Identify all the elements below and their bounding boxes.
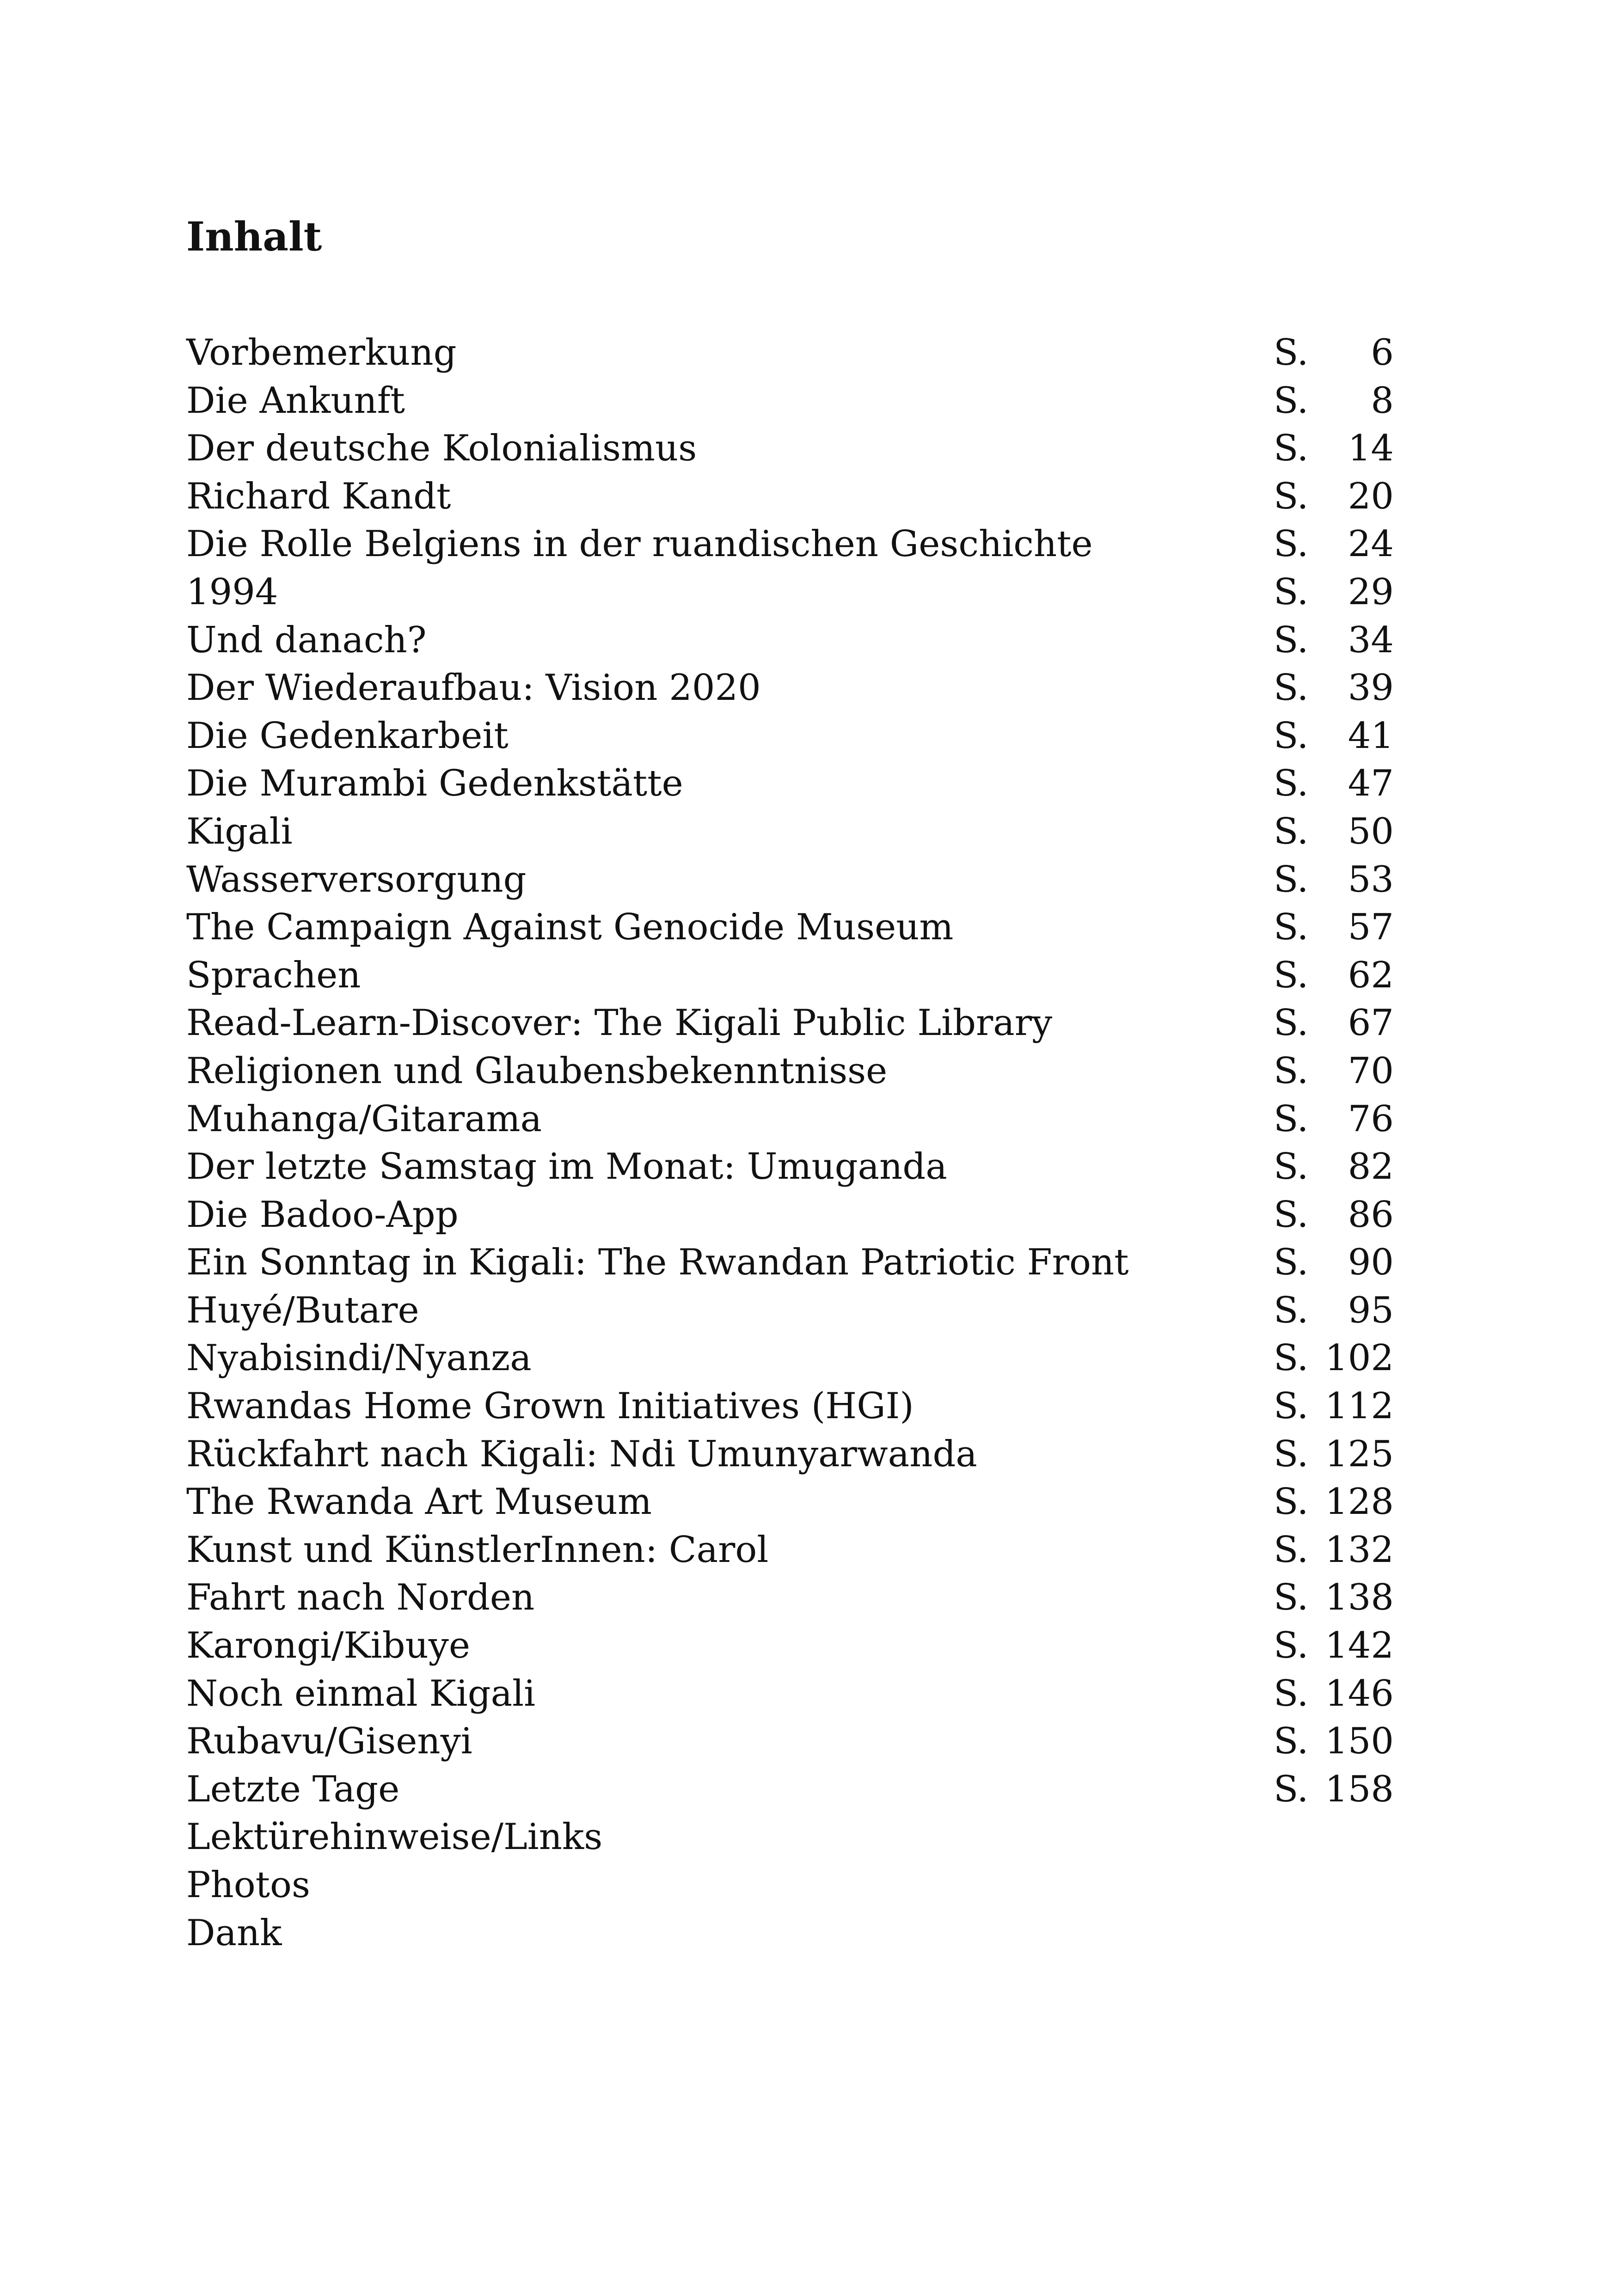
toc-entry-title: 1994 xyxy=(186,571,278,613)
toc-entry xyxy=(186,1574,1394,1622)
toc-entry-page-prefix: S. xyxy=(1274,475,1309,517)
toc-entry xyxy=(186,1861,1394,1910)
toc-entry-page-prefix: S. xyxy=(1274,1768,1309,1810)
toc-entry-page-prefix: S. xyxy=(1274,1385,1309,1427)
toc-entry xyxy=(186,377,1394,425)
toc-entry-page-number: 76 xyxy=(1348,1098,1394,1140)
toc-entry xyxy=(186,1766,1394,1814)
toc-entry-page-prefix: S. xyxy=(1274,1050,1309,1092)
toc-entry-page-number: 50 xyxy=(1348,810,1394,852)
toc-entry xyxy=(186,1813,1394,1861)
toc-entry-page-prefix: S. xyxy=(1274,715,1309,757)
toc-entry-page-prefix: S. xyxy=(1274,380,1309,422)
toc-entry-page-prefix: S. xyxy=(1274,763,1309,805)
toc-entry xyxy=(186,952,1394,1000)
toc-entry-title: Religionen und Glaubensbekenntnisse xyxy=(186,1050,888,1092)
toc-entry xyxy=(186,664,1394,712)
toc-entry-page-number: 158 xyxy=(1325,1768,1394,1810)
toc-entry-page-number: 95 xyxy=(1348,1289,1394,1331)
toc-entry-page-prefix: S. xyxy=(1274,1098,1309,1140)
toc-entry-page-prefix: S. xyxy=(1274,1242,1309,1284)
toc-entry-title: Letzte Tage xyxy=(186,1768,400,1810)
toc-entry-title: Kigali xyxy=(186,810,293,852)
toc-entry-title: Der letzte Samstag im Monat: Umuganda xyxy=(186,1146,947,1188)
toc-list xyxy=(186,329,1394,1957)
toc-entry-page-prefix: S. xyxy=(1274,1529,1309,1571)
toc-entry-title: Rwandas Home Grown Initiatives (HGI) xyxy=(186,1385,914,1427)
toc-entry-title: Noch einmal Kigali xyxy=(186,1672,536,1714)
toc-entry xyxy=(186,1287,1394,1335)
toc-entry-title: Read-Learn-Discover: The Kigali Public Library xyxy=(186,1002,1053,1044)
toc-entry-page-number: 132 xyxy=(1325,1529,1394,1571)
toc-entry xyxy=(186,999,1394,1047)
toc-entry xyxy=(186,1143,1394,1191)
toc-entry-page-number: 142 xyxy=(1325,1625,1394,1667)
toc-entry xyxy=(186,856,1394,904)
toc-entry-page-number: 47 xyxy=(1348,763,1394,805)
toc-entry-page-prefix: S. xyxy=(1274,1337,1309,1379)
toc-entry-title: Der deutsche Kolonialismus xyxy=(186,428,697,470)
toc-entry-title: Rubavu/Gisenyi xyxy=(186,1720,472,1763)
toc-entry-title: Kunst und KünstlerInnen: Carol xyxy=(186,1529,769,1571)
toc-heading: Inhalt xyxy=(186,214,322,260)
toc-entry-title: Sprachen xyxy=(186,954,361,996)
toc-entry-page-prefix: S. xyxy=(1274,1146,1309,1188)
toc-entry xyxy=(186,1383,1394,1431)
toc-entry-page-number: 86 xyxy=(1348,1194,1394,1236)
toc-entry-page-number: 41 xyxy=(1348,715,1394,757)
toc-entry xyxy=(186,1478,1394,1526)
toc-entry-title: Fahrt nach Norden xyxy=(186,1577,535,1619)
toc-entry-title: Die Rolle Belgiens in der ruandischen Geschichte xyxy=(186,523,1093,565)
toc-entry-title: Ein Sonntag in Kigali: The Rwandan Patriotic Front xyxy=(186,1242,1129,1284)
toc-entry-page-number: 150 xyxy=(1325,1720,1394,1763)
toc-entry-title: Nyabisindi/Nyanza xyxy=(186,1337,532,1379)
toc-entry-title: Huyé/Butare xyxy=(186,1289,419,1331)
toc-entry-page-number: 70 xyxy=(1348,1050,1394,1092)
toc-entry-page-number: 14 xyxy=(1348,428,1394,470)
toc-entry-page-prefix: S. xyxy=(1274,906,1309,949)
toc-entry-page-number: 82 xyxy=(1348,1146,1394,1188)
toc-entry xyxy=(186,1670,1394,1718)
toc-entry-title: Die Gedenkarbeit xyxy=(186,715,509,757)
toc-entry-page-prefix: S. xyxy=(1274,619,1309,661)
toc-entry-page-prefix: S. xyxy=(1274,1002,1309,1044)
toc-entry-page-prefix: S. xyxy=(1274,1481,1309,1523)
toc-entry xyxy=(186,569,1394,617)
toc-entry-page-number: 20 xyxy=(1348,475,1394,517)
toc-entry xyxy=(186,473,1394,521)
toc-entry-page-prefix: S. xyxy=(1274,1577,1309,1619)
toc-entry-title: Wasserversorgung xyxy=(186,858,527,900)
toc-entry-page-number: 102 xyxy=(1325,1337,1394,1379)
toc-entry-title: Der Wiederaufbau: Vision 2020 xyxy=(186,667,761,709)
toc-entry-title: The Campaign Against Genocide Museum xyxy=(186,906,954,949)
toc-entry-page-number: 39 xyxy=(1348,667,1394,709)
toc-entry-page-prefix: S. xyxy=(1274,1672,1309,1714)
toc-entry-page-number: 8 xyxy=(1371,380,1394,422)
toc-entry-page-prefix: S. xyxy=(1274,428,1309,470)
toc-entry-title: Rückfahrt nach Kigali: Ndi Umunyarwanda xyxy=(186,1433,977,1475)
toc-entry-title: Und danach? xyxy=(186,619,427,661)
toc-entry xyxy=(186,712,1394,760)
toc-entry-title: Muhanga/Gitarama xyxy=(186,1098,542,1140)
toc-entry-page-prefix: S. xyxy=(1274,1720,1309,1763)
toc-entry-title: Richard Kandt xyxy=(186,475,451,517)
toc-entry xyxy=(186,808,1394,856)
toc-entry-page-number: 146 xyxy=(1325,1672,1394,1714)
toc-entry xyxy=(186,1096,1394,1144)
toc-entry-title: Die Ankunft xyxy=(186,380,405,422)
toc-entry-page-prefix: S. xyxy=(1274,667,1309,709)
toc-entry xyxy=(186,1335,1394,1383)
toc-entry xyxy=(186,1431,1394,1479)
toc-entry-title: Karongi/Kibuye xyxy=(186,1625,471,1667)
toc-entry-page-number: 112 xyxy=(1325,1385,1394,1427)
toc-entry xyxy=(186,1910,1394,1958)
toc-entry xyxy=(186,760,1394,808)
toc-entry xyxy=(186,1047,1394,1096)
toc-entry-page-number: 6 xyxy=(1371,332,1394,373)
toc-entry xyxy=(186,1622,1394,1670)
toc-entry-page-prefix: S. xyxy=(1274,1625,1309,1667)
toc-entry-title: Die Badoo-App xyxy=(186,1194,459,1236)
toc-entry-title: Dank xyxy=(186,1912,282,1954)
toc-entry-page-number: 34 xyxy=(1348,619,1394,661)
toc-entry xyxy=(186,425,1394,473)
toc-entry-title: Photos xyxy=(186,1864,311,1906)
toc-entry-title: Lektürehinweise/Links xyxy=(186,1816,603,1858)
toc-entry xyxy=(186,520,1394,569)
toc-entry xyxy=(186,1526,1394,1574)
toc-entry-page-prefix: S. xyxy=(1274,523,1309,565)
toc-entry-page-prefix: S. xyxy=(1274,1433,1309,1475)
toc-entry xyxy=(186,617,1394,665)
toc-entry-page-prefix: S. xyxy=(1274,1194,1309,1236)
toc-entry-page-prefix: S. xyxy=(1274,571,1309,613)
toc-entry-page-number: 90 xyxy=(1348,1242,1394,1284)
toc-entry-page-number: 67 xyxy=(1348,1002,1394,1044)
toc-entry-page-number: 62 xyxy=(1348,954,1394,996)
toc-entry-title: Die Murambi Gedenkstätte xyxy=(186,763,683,805)
toc-entry-page-number: 53 xyxy=(1348,858,1394,900)
toc-entry-title: The Rwanda Art Museum xyxy=(186,1481,652,1523)
toc-entry-page-number: 57 xyxy=(1348,906,1394,949)
toc-entry xyxy=(186,904,1394,952)
toc-entry-page-prefix: S. xyxy=(1274,858,1309,900)
toc-entry-page-prefix: S. xyxy=(1274,954,1309,996)
toc-entry xyxy=(186,1239,1394,1287)
toc-entry-page-number: 128 xyxy=(1325,1481,1394,1523)
toc-entry-page-number: 29 xyxy=(1348,571,1394,613)
toc-entry-page-prefix: S. xyxy=(1274,332,1309,373)
toc-entry-title: Vorbemerkung xyxy=(186,332,457,373)
toc-entry-page-prefix: S. xyxy=(1274,1289,1309,1331)
toc-entry-page-number: 138 xyxy=(1325,1577,1394,1619)
toc-entry-page-number: 125 xyxy=(1325,1433,1394,1475)
toc-entry-page-number: 24 xyxy=(1348,523,1394,565)
toc-entry xyxy=(186,1191,1394,1239)
toc-entry xyxy=(186,329,1394,377)
toc-entry-page-prefix: S. xyxy=(1274,810,1309,852)
toc-entry xyxy=(186,1718,1394,1766)
